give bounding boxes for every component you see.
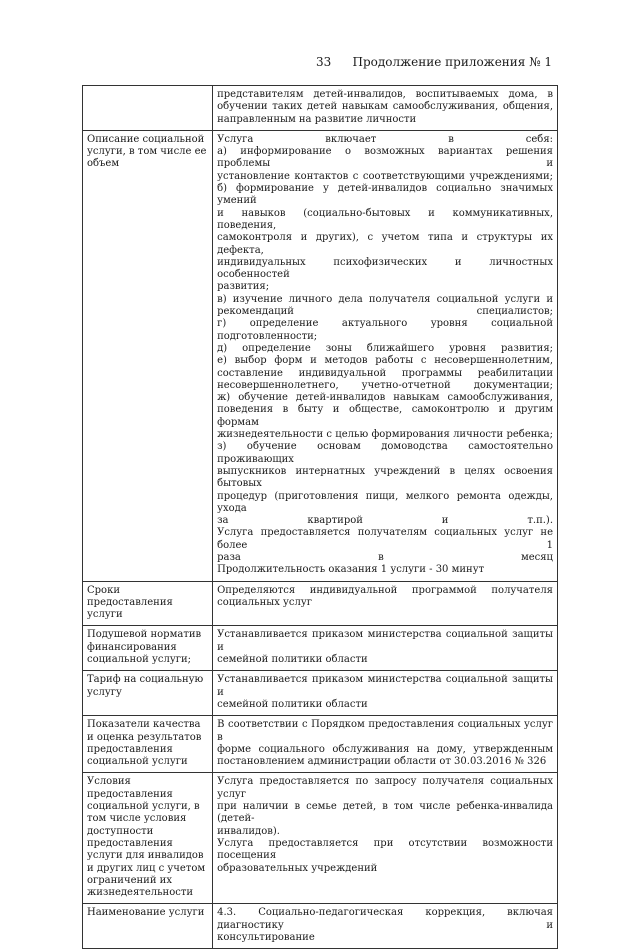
page-header bbox=[0, 55, 640, 73]
table-row bbox=[83, 130, 558, 581]
content-line: е) выбор форм и методов работы с несовершеннолетним, bbox=[217, 355, 553, 367]
content-line: Устанавливается приказом министерства социальной защиты и bbox=[217, 674, 553, 698]
content-line: ж) обучение детей-инвалидов навыкам самообслуживания, bbox=[217, 392, 553, 404]
content-line: 4.3. Социально-педагогическая коррекция, включая диагностику и bbox=[217, 907, 553, 931]
content-line: раза в месяц bbox=[217, 551, 553, 563]
content-line: составление индивидуальной программы реабилитации bbox=[217, 367, 553, 379]
content-line: Услуга включает в себя: bbox=[217, 133, 553, 145]
content-line: а) информирование о возможных вариантах решения проблемы и bbox=[217, 146, 553, 170]
appendix-continuation: Продолжение приложения № 1 bbox=[352, 55, 552, 69]
table-row bbox=[83, 581, 558, 626]
content-line: семейной политики области bbox=[217, 698, 368, 710]
content-line: консультирование bbox=[217, 932, 315, 943]
row-content bbox=[213, 130, 558, 581]
content-line: поведения в быту и обществе, самоконтролю и другим формам bbox=[217, 404, 553, 428]
table-row bbox=[83, 716, 558, 773]
content-line: и навыков (социально-бытовых и коммуникативных, поведения, bbox=[217, 207, 553, 231]
content-line: з) обучение основам домоводства самостоятельно проживающих bbox=[217, 441, 553, 465]
table-row bbox=[83, 671, 558, 716]
row-content bbox=[213, 904, 558, 949]
content-line: г) определение актуального уровня социальной подготовленности; bbox=[217, 318, 553, 342]
content-line: семейной политики области bbox=[217, 654, 368, 666]
row-content bbox=[213, 86, 558, 131]
row-content bbox=[213, 773, 558, 904]
content-line: постановлением администрации области от 30.03.2016 № 326 bbox=[217, 756, 547, 768]
row-label bbox=[83, 86, 213, 131]
content-line: д) определение зоны ближайшего уровня развития; bbox=[217, 342, 553, 354]
content-line: б) формирование у детей-инвалидов социально значимых умений bbox=[217, 183, 553, 207]
content-line: Продолжительность оказания 1 услуги - 30 минут bbox=[217, 564, 485, 576]
content-line: при наличии в семье детей, в том числе ребенка-инвалида (детей- bbox=[217, 801, 553, 825]
row-label: Подушевой норматив финансирования социальной услуги; bbox=[83, 626, 213, 671]
row-label: Условия предоставления социальной услуги, в том числе условия доступности предоставления услуги для инвалидов и других лиц с учетом ограничений их жизнедеятельности bbox=[83, 773, 213, 904]
row-label: Показатели качества и оценка результатов предоставления социальной услуги bbox=[83, 716, 213, 773]
content-line: установление контактов с соответствующими учреждениями; bbox=[217, 170, 553, 182]
content-line: жизнедеятельности с целью формирования личности ребенка; bbox=[217, 429, 553, 441]
content-line: индивидуальных психофизических и личностных особенностей bbox=[217, 256, 553, 281]
content-line: в) изучение личного дела получателя социальной услуги и bbox=[217, 293, 553, 305]
row-content bbox=[213, 626, 558, 671]
table-row bbox=[83, 773, 558, 904]
row-label: Сроки предоставления услуги bbox=[83, 581, 213, 626]
table-row bbox=[83, 904, 558, 949]
row-content bbox=[213, 716, 558, 773]
content-line: форме социального обслуживания на дому, утвержденным bbox=[217, 743, 553, 755]
table-row bbox=[83, 626, 558, 671]
content-line: Устанавливается приказом министерства социальной защиты и bbox=[217, 629, 553, 653]
content-line: Услуга предоставляется по запросу получателя социальных услуг bbox=[217, 776, 553, 800]
content-line: за квартирой и т.п.). bbox=[217, 515, 553, 527]
content-line: В соответствии с Порядком предоставления социальных услуг в bbox=[217, 719, 553, 743]
content-line: обучении таких детей навыкам самообслуживания, общения, bbox=[217, 101, 553, 113]
content-line: социальных услуг bbox=[217, 596, 312, 608]
content-line: Услуга предоставляется при отсутствии возможности посещения bbox=[217, 837, 553, 862]
row-content bbox=[213, 671, 558, 716]
row-label: Тариф на социальную услугу bbox=[83, 671, 213, 716]
row-label: Описание социальной услуги, в том числе ее объем bbox=[83, 130, 213, 581]
content-line: представителям детей-инвалидов, воспитываемых дома, в bbox=[217, 89, 553, 100]
page-number: 33 bbox=[316, 55, 332, 69]
content-line: рекомендаций специалистов; bbox=[217, 306, 553, 318]
content-line: самоконтроля и других), с учетом типа и структуры их дефекта, bbox=[217, 232, 553, 256]
service-description-table bbox=[82, 85, 558, 949]
content-line: развития; bbox=[217, 281, 270, 293]
content-line: Услуга предоставляется получателям социальных услуг не более 1 bbox=[217, 527, 553, 551]
row-content bbox=[213, 581, 558, 626]
content-line: процедур (приготовления пищи, мелкого ремонта одежды, ухода bbox=[217, 490, 553, 514]
row-label: Наименование услуги bbox=[83, 904, 213, 949]
content-line: Определяются индивидуальной программой получателя bbox=[217, 584, 553, 596]
table-row bbox=[83, 86, 558, 131]
content-line: выпускников интернатных учреждений в целях освоения бытовых bbox=[217, 465, 553, 490]
content-line: инвалидов). bbox=[217, 825, 280, 837]
content-line: несовершеннолетнего, учетно-отчетной документации; bbox=[217, 379, 553, 391]
content-line: направленным на развитие личности bbox=[217, 113, 417, 125]
content-line: образовательных учреждений bbox=[217, 862, 378, 874]
